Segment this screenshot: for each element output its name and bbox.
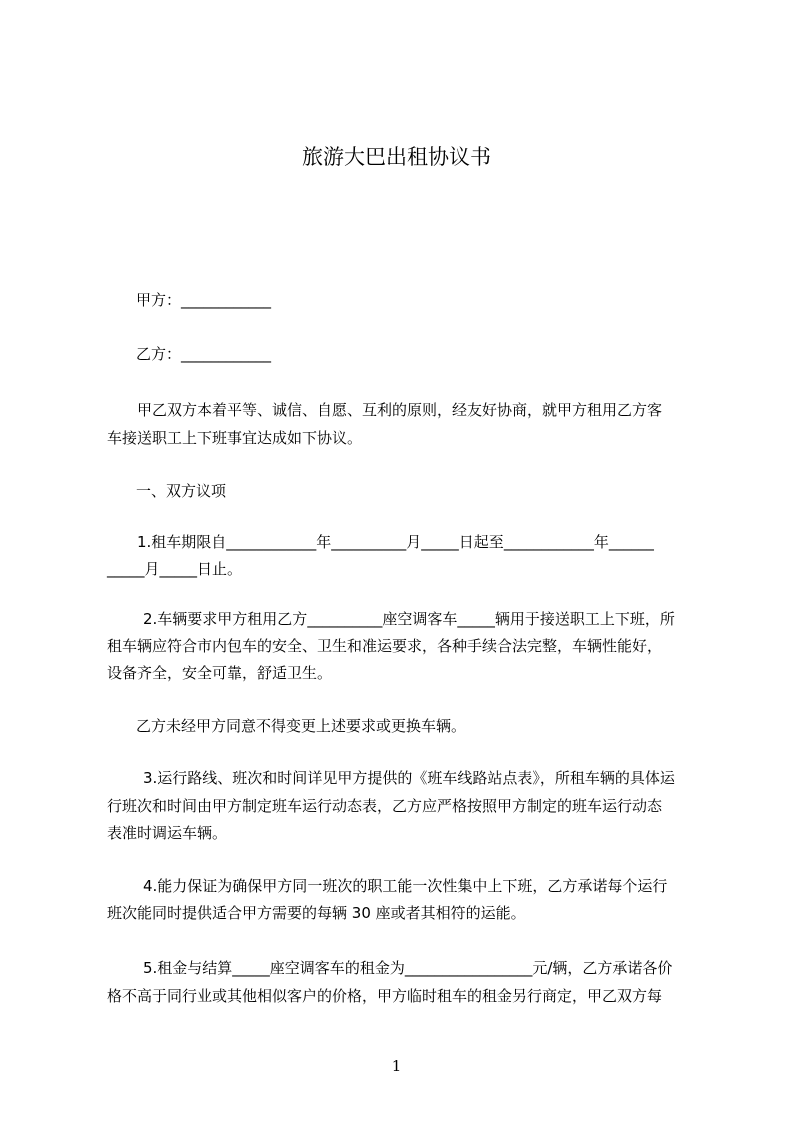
intro-line-1: 甲乙双方本着平等、诚信、自愿、互利的原则，经友好协商，就甲方租用乙方客: [137, 401, 663, 419]
party-b-line: 乙方：____________: [136, 345, 272, 363]
item-3-line-1: 3.运行路线、班次和时间详见甲方提供的《班车线路站点表》，所租车辆的具体运: [143, 769, 675, 787]
item-4-line-2: 班次能同时提供适合甲方需要的每辆 30 座或者其相符的运能。: [107, 904, 526, 922]
section-1-heading: 一、双方议项: [136, 482, 227, 500]
document-title: 旅游大巴出租协议书: [302, 145, 491, 169]
item-1-line-1: 1.租车期限自____________年__________月_____日起至____________年______: [137, 533, 654, 551]
item-5-line-2: 格不高于同行业或其他相似客户的价格，甲方临时租车的租金另行商定，甲乙双方每: [107, 987, 663, 1005]
item-3-line-3: 表准时调运车辆。: [107, 824, 228, 842]
party-a-line: 甲方：____________: [136, 291, 272, 309]
item-3-line-2: 行班次和时间由甲方制定班车运行动态表，乙方应严格按照甲方制定的班车运行动态: [107, 797, 663, 815]
item-2-line-2: 租车辆应符合市内包车的安全、卫生和准运要求，各种手续合法完整，车辆性能好，: [107, 637, 663, 655]
item-2-line-3: 设备齐全，安全可靠，舒适卫生。: [107, 664, 333, 682]
item-2-line-1: 2.车辆要求甲方租用乙方__________座空调客车_____辆用于接送职工上下班，所: [143, 610, 675, 628]
item-1-line-2: _____月_____日止。: [107, 560, 243, 578]
item-4-line-1: 4.能力保证为确保甲方同一班次的职工能一次性集中上下班，乙方承诺每个运行: [143, 877, 668, 895]
intro-line-2: 车接送职工上下班事宜达成如下协议。: [107, 429, 363, 447]
item-2-note: 乙方未经甲方同意不得变更上述要求或更换车辆。: [136, 717, 467, 735]
item-5-line-1: 5.租金与结算_____座空调客车的租金为_________________元/辆，乙方承诺各价: [143, 959, 673, 977]
page-number: 1: [391, 1057, 402, 1075]
